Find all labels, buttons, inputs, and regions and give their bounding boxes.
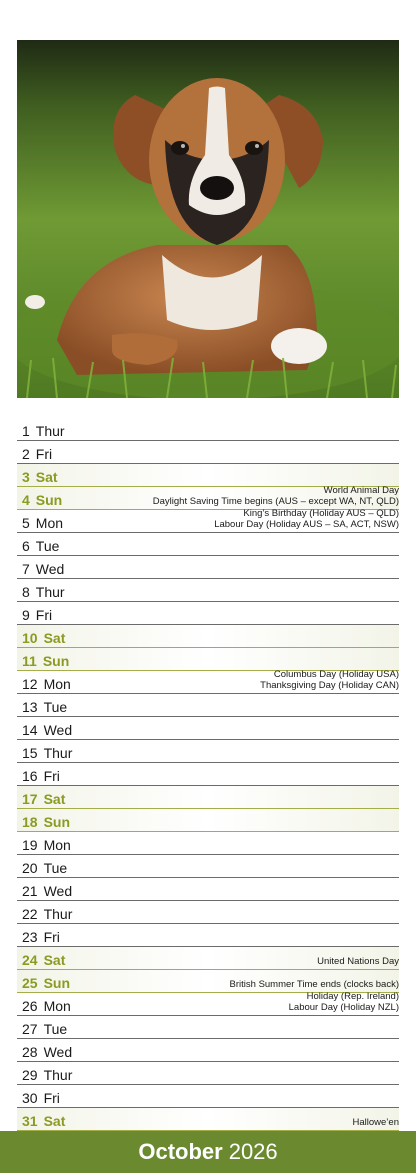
day-row (17, 924, 399, 947)
day-row (17, 1039, 399, 1062)
day-label (22, 515, 63, 531)
day-number: 10 (22, 630, 38, 646)
day-label (22, 1067, 72, 1083)
day-number: 3 (22, 469, 30, 485)
day-label (22, 630, 65, 646)
day-name: Sat (43, 952, 66, 968)
event-text: Labour Day (Holiday NZL) (288, 1002, 399, 1013)
day-name: Mon (43, 998, 71, 1014)
day-label (22, 998, 71, 1014)
day-name: Tue (43, 699, 68, 715)
day-label (22, 1090, 60, 1106)
day-number: 25 (22, 975, 38, 991)
day-number: 15 (22, 745, 38, 761)
day-label (22, 722, 72, 738)
day-label (22, 883, 72, 899)
day-name: Sat (43, 630, 66, 646)
day-name: Wed (35, 561, 65, 577)
event-text: World Animal Day (323, 485, 399, 496)
day-events (260, 669, 399, 691)
day-name: Fri (35, 607, 53, 623)
day-events (353, 1117, 399, 1128)
day-label (22, 791, 65, 807)
day-row (17, 1085, 399, 1108)
day-name: Sat (35, 469, 58, 485)
day-row (17, 533, 399, 556)
day-name: Wed (43, 722, 73, 738)
day-row (17, 464, 399, 487)
day-row (17, 625, 399, 648)
day-number: 16 (22, 768, 38, 784)
day-number: 30 (22, 1090, 38, 1106)
day-name: Sun (43, 975, 71, 991)
month-footer (0, 1131, 416, 1173)
day-number: 23 (22, 929, 38, 945)
day-number: 7 (22, 561, 30, 577)
day-name: Thur (35, 423, 65, 439)
day-number: 26 (22, 998, 38, 1014)
puppy-photo (17, 40, 399, 398)
day-name: Fri (43, 929, 60, 945)
day-name: Thur (43, 1067, 73, 1083)
day-number: 17 (22, 791, 38, 807)
day-name: Sun (43, 814, 71, 830)
day-row (17, 786, 399, 809)
day-row (17, 809, 399, 832)
boxer-puppy-illustration (17, 40, 399, 398)
day-label (22, 860, 67, 876)
day-number: 4 (22, 492, 30, 508)
day-name: Tue (43, 860, 68, 876)
day-label (22, 561, 64, 577)
day-number: 31 (22, 1113, 38, 1129)
day-label (22, 837, 71, 853)
day-label (22, 446, 52, 462)
day-name: Thur (43, 906, 73, 922)
day-name: Thur (43, 745, 73, 761)
day-number: 19 (22, 837, 38, 853)
day-row (17, 671, 399, 694)
day-name: Sun (35, 492, 63, 508)
day-label (22, 1021, 67, 1037)
day-row (17, 855, 399, 878)
day-row (17, 602, 399, 625)
day-name: Thur (35, 584, 65, 600)
day-label (22, 745, 72, 761)
day-label (22, 975, 70, 991)
day-label (22, 906, 72, 922)
day-name: Tue (35, 538, 60, 554)
event-text: King’s Birthday (Holiday AUS – QLD) (243, 508, 399, 519)
day-number: 14 (22, 722, 38, 738)
day-row (17, 648, 399, 671)
day-number: 1 (22, 423, 30, 439)
event-text: Thanksgiving Day (Holiday CAN) (260, 680, 399, 691)
day-label (22, 1044, 72, 1060)
day-name: Mon (35, 515, 64, 531)
day-row (17, 993, 399, 1016)
day-label (22, 814, 70, 830)
day-label (22, 607, 52, 623)
day-row (17, 441, 399, 464)
day-row (17, 970, 399, 993)
day-name: Fri (35, 446, 53, 462)
day-row (17, 579, 399, 602)
day-number: 13 (22, 699, 38, 715)
day-name: Wed (43, 1044, 73, 1060)
day-name: Wed (43, 883, 73, 899)
day-name: Mon (43, 676, 71, 692)
day-name: Mon (43, 837, 71, 853)
day-events (230, 979, 399, 990)
day-row (17, 947, 399, 970)
day-number: 29 (22, 1067, 38, 1083)
day-row (17, 694, 399, 717)
day-events (214, 508, 399, 530)
day-row (17, 1108, 399, 1131)
day-events (153, 485, 399, 507)
day-label (22, 768, 60, 784)
day-row (17, 832, 399, 855)
day-number: 2 (22, 446, 30, 462)
day-number: 22 (22, 906, 38, 922)
day-name: Sat (43, 791, 66, 807)
day-row (17, 1016, 399, 1039)
day-row (17, 740, 399, 763)
year-label: 2026 (228, 1139, 278, 1164)
day-number: 21 (22, 883, 38, 899)
day-label (22, 1113, 65, 1129)
day-label (22, 929, 60, 945)
day-label (22, 676, 71, 692)
event-text: Labour Day (Holiday AUS – SA, ACT, NSW) (214, 519, 399, 530)
day-number: 28 (22, 1044, 38, 1060)
event-text: Columbus Day (Holiday USA) (273, 669, 399, 680)
day-row (17, 510, 399, 533)
month-label: October (138, 1139, 223, 1164)
event-text: Daylight Saving Time begins (AUS – except WA, NT, QLD) (152, 496, 399, 507)
day-number: 11 (22, 653, 37, 669)
day-row (17, 487, 399, 510)
day-label (22, 584, 65, 600)
day-label (22, 952, 65, 968)
day-number: 27 (22, 1021, 38, 1037)
day-row (17, 1062, 399, 1085)
event-text: British Summer Time ends (clocks back) (229, 979, 399, 990)
day-number: 9 (22, 607, 30, 623)
event-text: Holiday (Rep. Ireland) (306, 991, 399, 1002)
day-number: 20 (22, 860, 38, 876)
day-number: 24 (22, 952, 38, 968)
day-events (317, 956, 399, 967)
day-row (17, 717, 399, 740)
event-text: United Nations Day (317, 956, 399, 967)
day-label (22, 699, 67, 715)
day-row (17, 763, 399, 786)
day-label (22, 653, 69, 669)
day-label (22, 538, 59, 554)
day-row (17, 901, 399, 924)
day-row (17, 878, 399, 901)
day-row (17, 418, 399, 441)
day-number: 18 (22, 814, 38, 830)
day-events (289, 991, 399, 1013)
day-label (22, 469, 58, 485)
day-list (17, 418, 399, 1131)
day-number: 8 (22, 584, 30, 600)
day-number: 6 (22, 538, 30, 554)
day-number: 5 (22, 515, 30, 531)
day-name: Fri (43, 768, 60, 784)
day-name: Sun (42, 653, 70, 669)
day-label (22, 423, 65, 439)
day-name: Fri (43, 1090, 60, 1106)
day-label (22, 492, 62, 508)
day-name: Sat (43, 1113, 66, 1129)
event-text: Hallowe’en (352, 1117, 399, 1128)
day-number: 12 (22, 676, 38, 692)
day-row (17, 556, 399, 579)
day-name: Tue (43, 1021, 68, 1037)
